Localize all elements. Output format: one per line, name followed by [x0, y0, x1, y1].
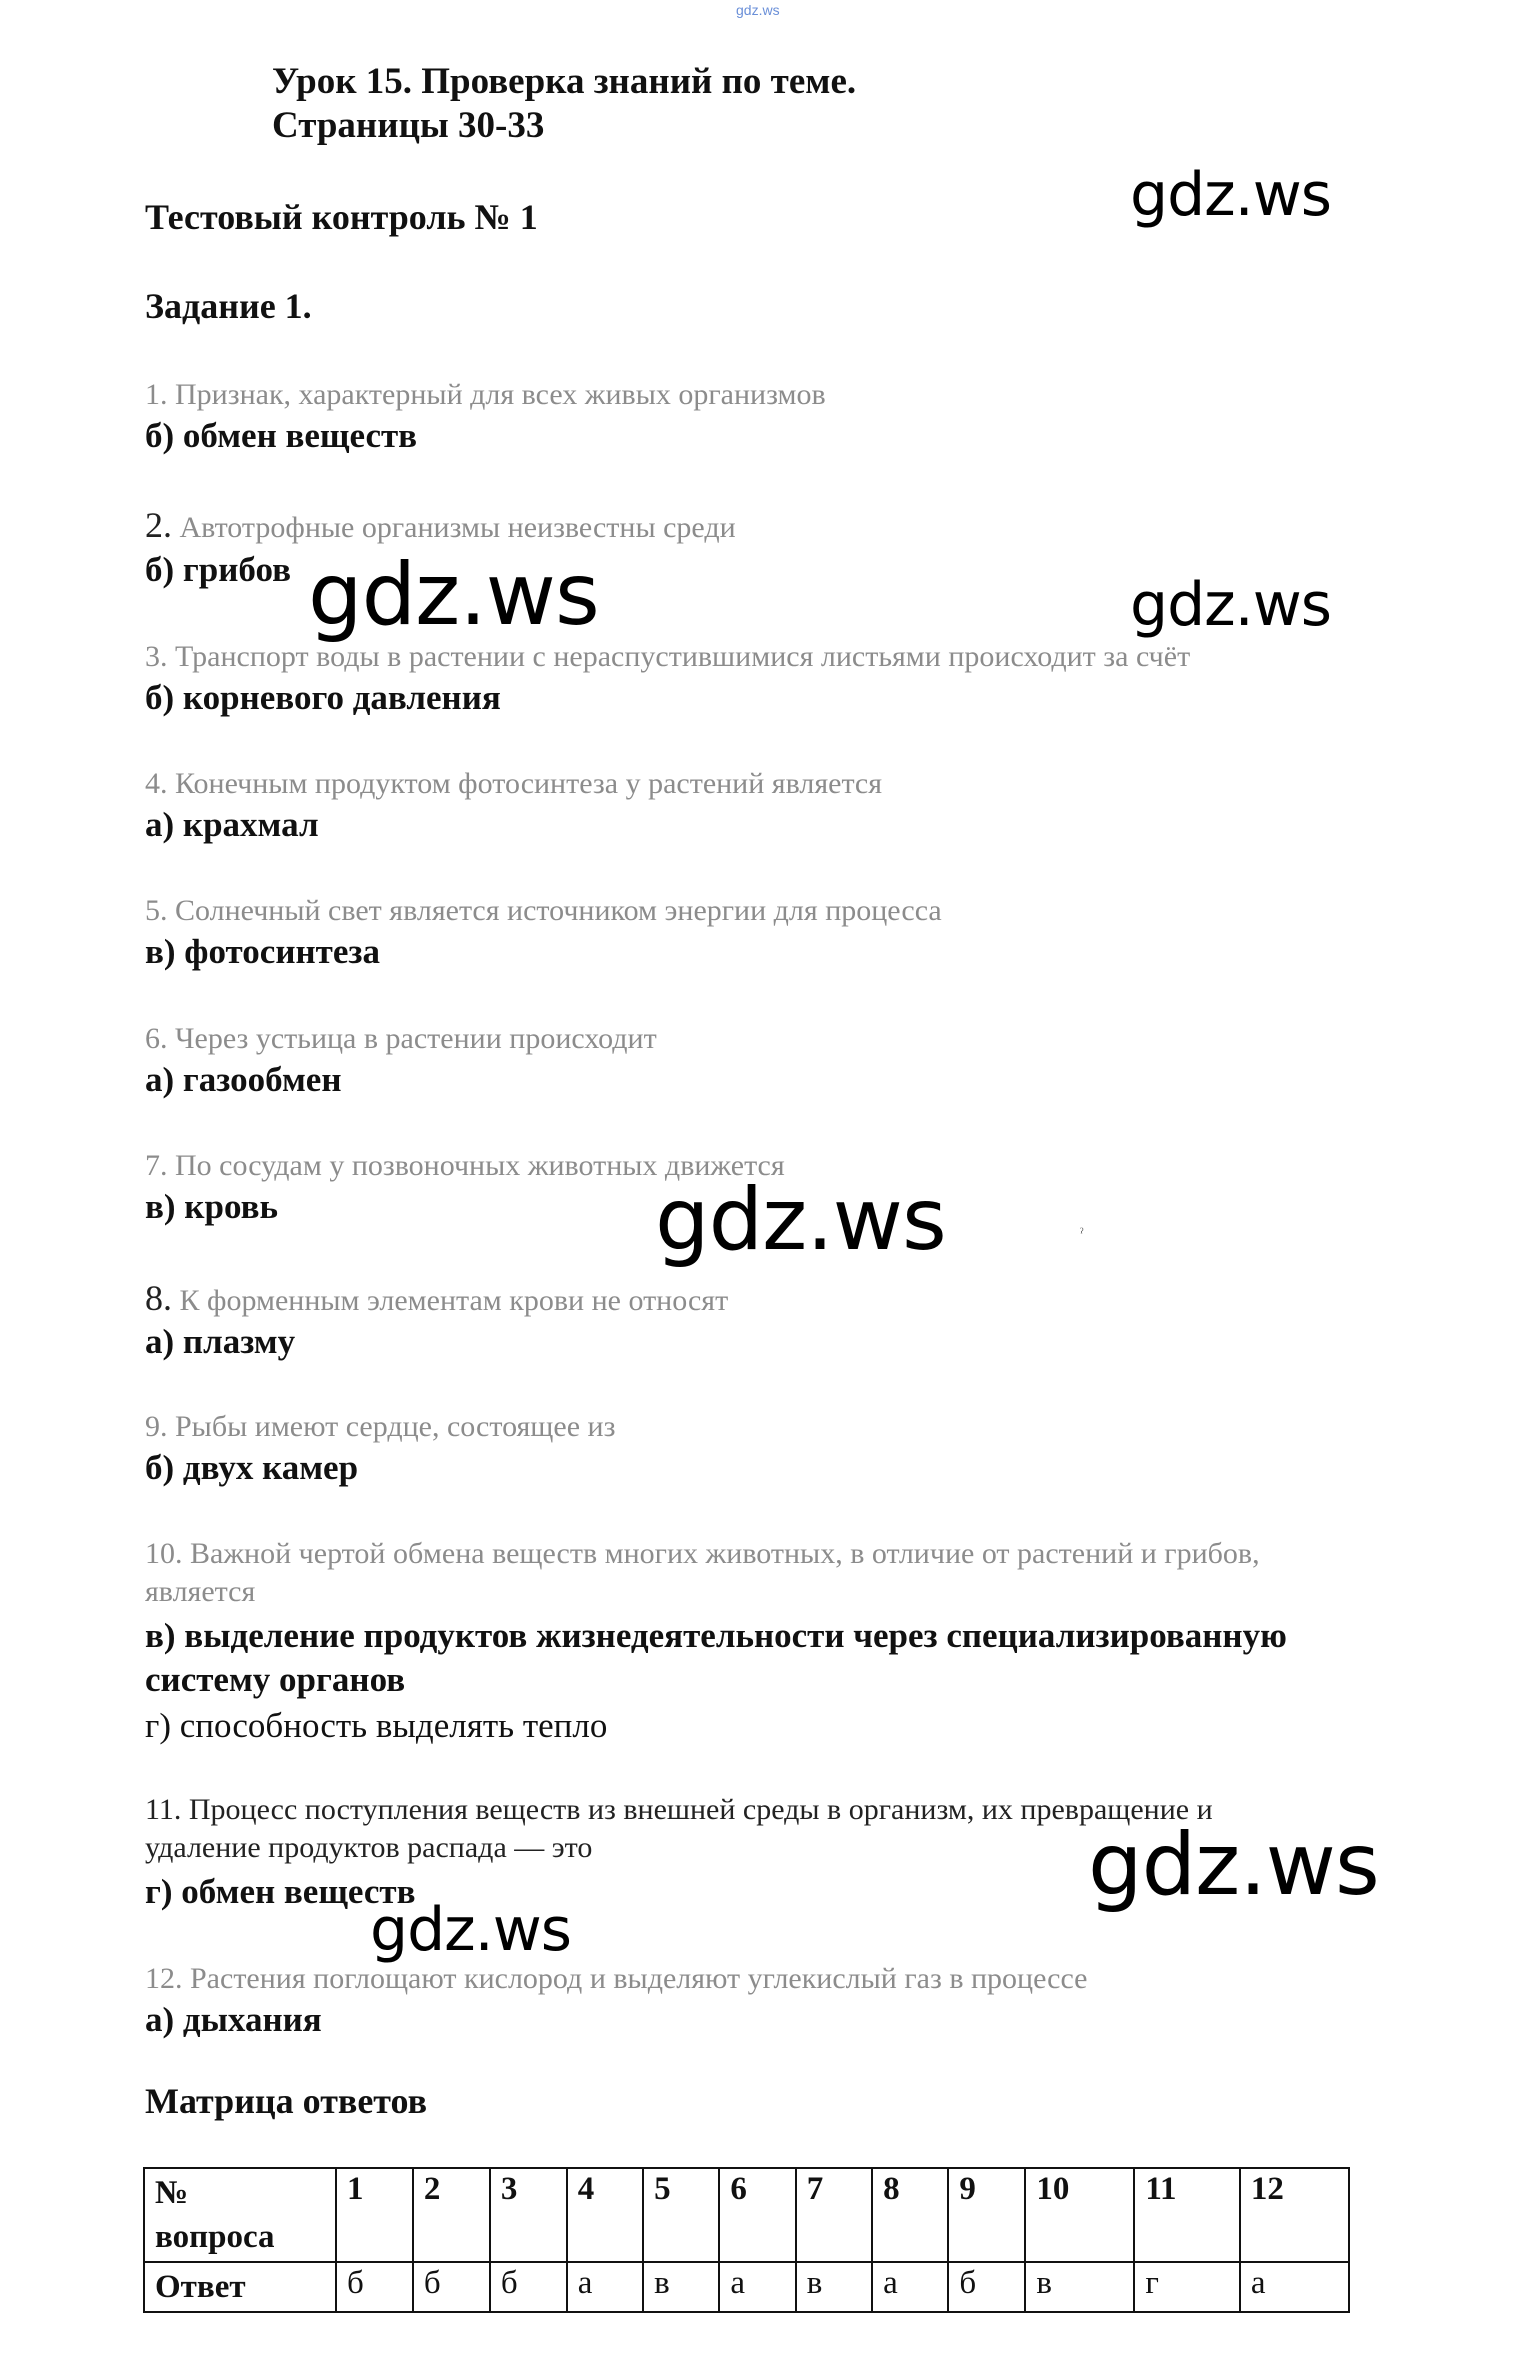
watermark: gdz.ws — [1088, 1815, 1379, 1915]
watermark: gdz.ws — [1130, 570, 1332, 640]
matrix-number-cell: 2 — [413, 2168, 490, 2262]
matrix-answer-cell: а — [872, 2262, 948, 2312]
test-heading: Тестовый контроль № 1 — [145, 197, 538, 237]
stray-mark: ˀ — [1080, 1226, 1084, 1241]
question-12: 12. Растения поглощают кислород и выделяют углекислый газ в процессе — [145, 1962, 1088, 1995]
question-6: 6. Через устьица в растении происходит — [145, 1022, 657, 1055]
lesson-title — [272, 60, 856, 148]
watermark: gdz.ws — [370, 1895, 572, 1965]
matrix-answer-cell: б — [948, 2262, 1025, 2312]
answer-10-extra: г) способность выделять тепло — [145, 1706, 608, 1745]
matrix-answer-cell: а — [719, 2262, 795, 2312]
question-4: 4. Конечным продуктом фотосинтеза у растений является — [145, 767, 883, 800]
matrix-answer-cell: г — [1134, 2262, 1239, 2312]
question-10 — [145, 1535, 1260, 1611]
matrix-number-cell: 6 — [719, 2168, 795, 2262]
matrix-answer-cell: в — [1025, 2262, 1134, 2312]
answer-row — [144, 2262, 1349, 2312]
matrix-answer-cell: в — [643, 2262, 719, 2312]
watermark: gdz.ws — [308, 545, 599, 645]
question-7: 7. По сосудам у позвоночных животных движется — [145, 1149, 785, 1182]
question-8 — [145, 1279, 728, 1320]
row-label-answer: Ответ — [144, 2262, 336, 2312]
matrix-number-cell: 8 — [872, 2168, 948, 2262]
question-11-line-2: удаление продуктов распада — это — [145, 1831, 593, 1864]
matrix-answer-cell: а — [1240, 2262, 1349, 2312]
answer-12: а) дыхания — [145, 2000, 322, 2039]
answer-matrix-table — [143, 2167, 1350, 2313]
question-8-text: К форменным элементам крови не относят — [172, 1284, 729, 1317]
matrix-answer-cell: а — [567, 2262, 643, 2312]
answer-10 — [145, 1614, 1287, 1702]
watermark: gdz.ws — [655, 1170, 946, 1270]
answer-5: в) фотосинтеза — [145, 932, 380, 971]
matrix-number-cell: 7 — [796, 2168, 872, 2262]
row-label-line-1: № — [155, 2175, 189, 2211]
question-1: 1. Признак, характерный для всех живых организмов — [145, 378, 826, 411]
question-5: 5. Солнечный свет является источником энергии для процесса — [145, 894, 942, 927]
question-2-text: Автотрофные организмы неизвестны среди — [172, 511, 736, 544]
answer-6: а) газообмен — [145, 1060, 342, 1099]
title-line-1: Урок 15. Проверка знаний по теме. — [272, 61, 857, 102]
matrix-number-cell: 4 — [567, 2168, 643, 2262]
answer-10-line-2: систему органов — [145, 1660, 406, 1699]
answer-10-line-1: в) выделение продуктов жизнедеятельности через специализированную — [145, 1616, 1287, 1655]
matrix-number-cell: 3 — [490, 2168, 567, 2262]
question-2 — [145, 506, 736, 547]
question-8-number: 8. — [145, 1278, 172, 1318]
task-heading: Задание 1. — [145, 286, 312, 326]
matrix-answer-cell: б — [413, 2262, 490, 2312]
question-2-number: 2. — [145, 505, 172, 545]
question-9: 9. Рыбы имеют сердце, состоящее из — [145, 1410, 616, 1443]
answer-2: б) грибов — [145, 550, 291, 589]
row-label-question-number — [144, 2168, 336, 2262]
row-label-line-2: вопроса — [155, 2219, 275, 2255]
matrix-number-cell: 9 — [948, 2168, 1025, 2262]
answer-3: б) корневого давления — [145, 678, 501, 717]
answer-8: а) плазму — [145, 1322, 296, 1361]
question-11 — [145, 1791, 1213, 1867]
top-watermark: gdz.ws — [736, 2, 780, 18]
answer-11: г) обмен веществ — [145, 1872, 416, 1911]
matrix-answer-cell: б — [336, 2262, 413, 2312]
matrix-answer-cell: в — [796, 2262, 872, 2312]
answer-1: б) обмен веществ — [145, 416, 418, 455]
matrix-number-cell: 5 — [643, 2168, 719, 2262]
matrix-number-cell: 12 — [1240, 2168, 1349, 2262]
question-3: 3. Транспорт воды в растении с нераспустившимися листьями происходит за счёт — [145, 640, 1191, 673]
question-11-line-1: 11. Процесс поступления веществ из внешней среды в организм, их превращение и — [145, 1793, 1213, 1826]
matrix-number-cell: 11 — [1134, 2168, 1239, 2262]
matrix-answer-cell: б — [490, 2262, 567, 2312]
matrix-number-cell: 10 — [1025, 2168, 1134, 2262]
answer-7: в) кровь — [145, 1187, 278, 1226]
answer-9: б) двух камер — [145, 1448, 359, 1487]
question-number-row — [144, 2168, 1349, 2262]
matrix-heading: Матрица ответов — [145, 2081, 428, 2121]
answer-4: а) крахмал — [145, 805, 319, 844]
watermark: gdz.ws — [1130, 160, 1332, 230]
question-10-line-1: 10. Важной чертой обмена веществ многих животных, в отличие от растений и грибов, — [145, 1537, 1260, 1570]
matrix-number-cell: 1 — [336, 2168, 413, 2262]
question-10-line-2: является — [145, 1575, 256, 1608]
title-line-2: Страницы 30-33 — [272, 105, 545, 146]
